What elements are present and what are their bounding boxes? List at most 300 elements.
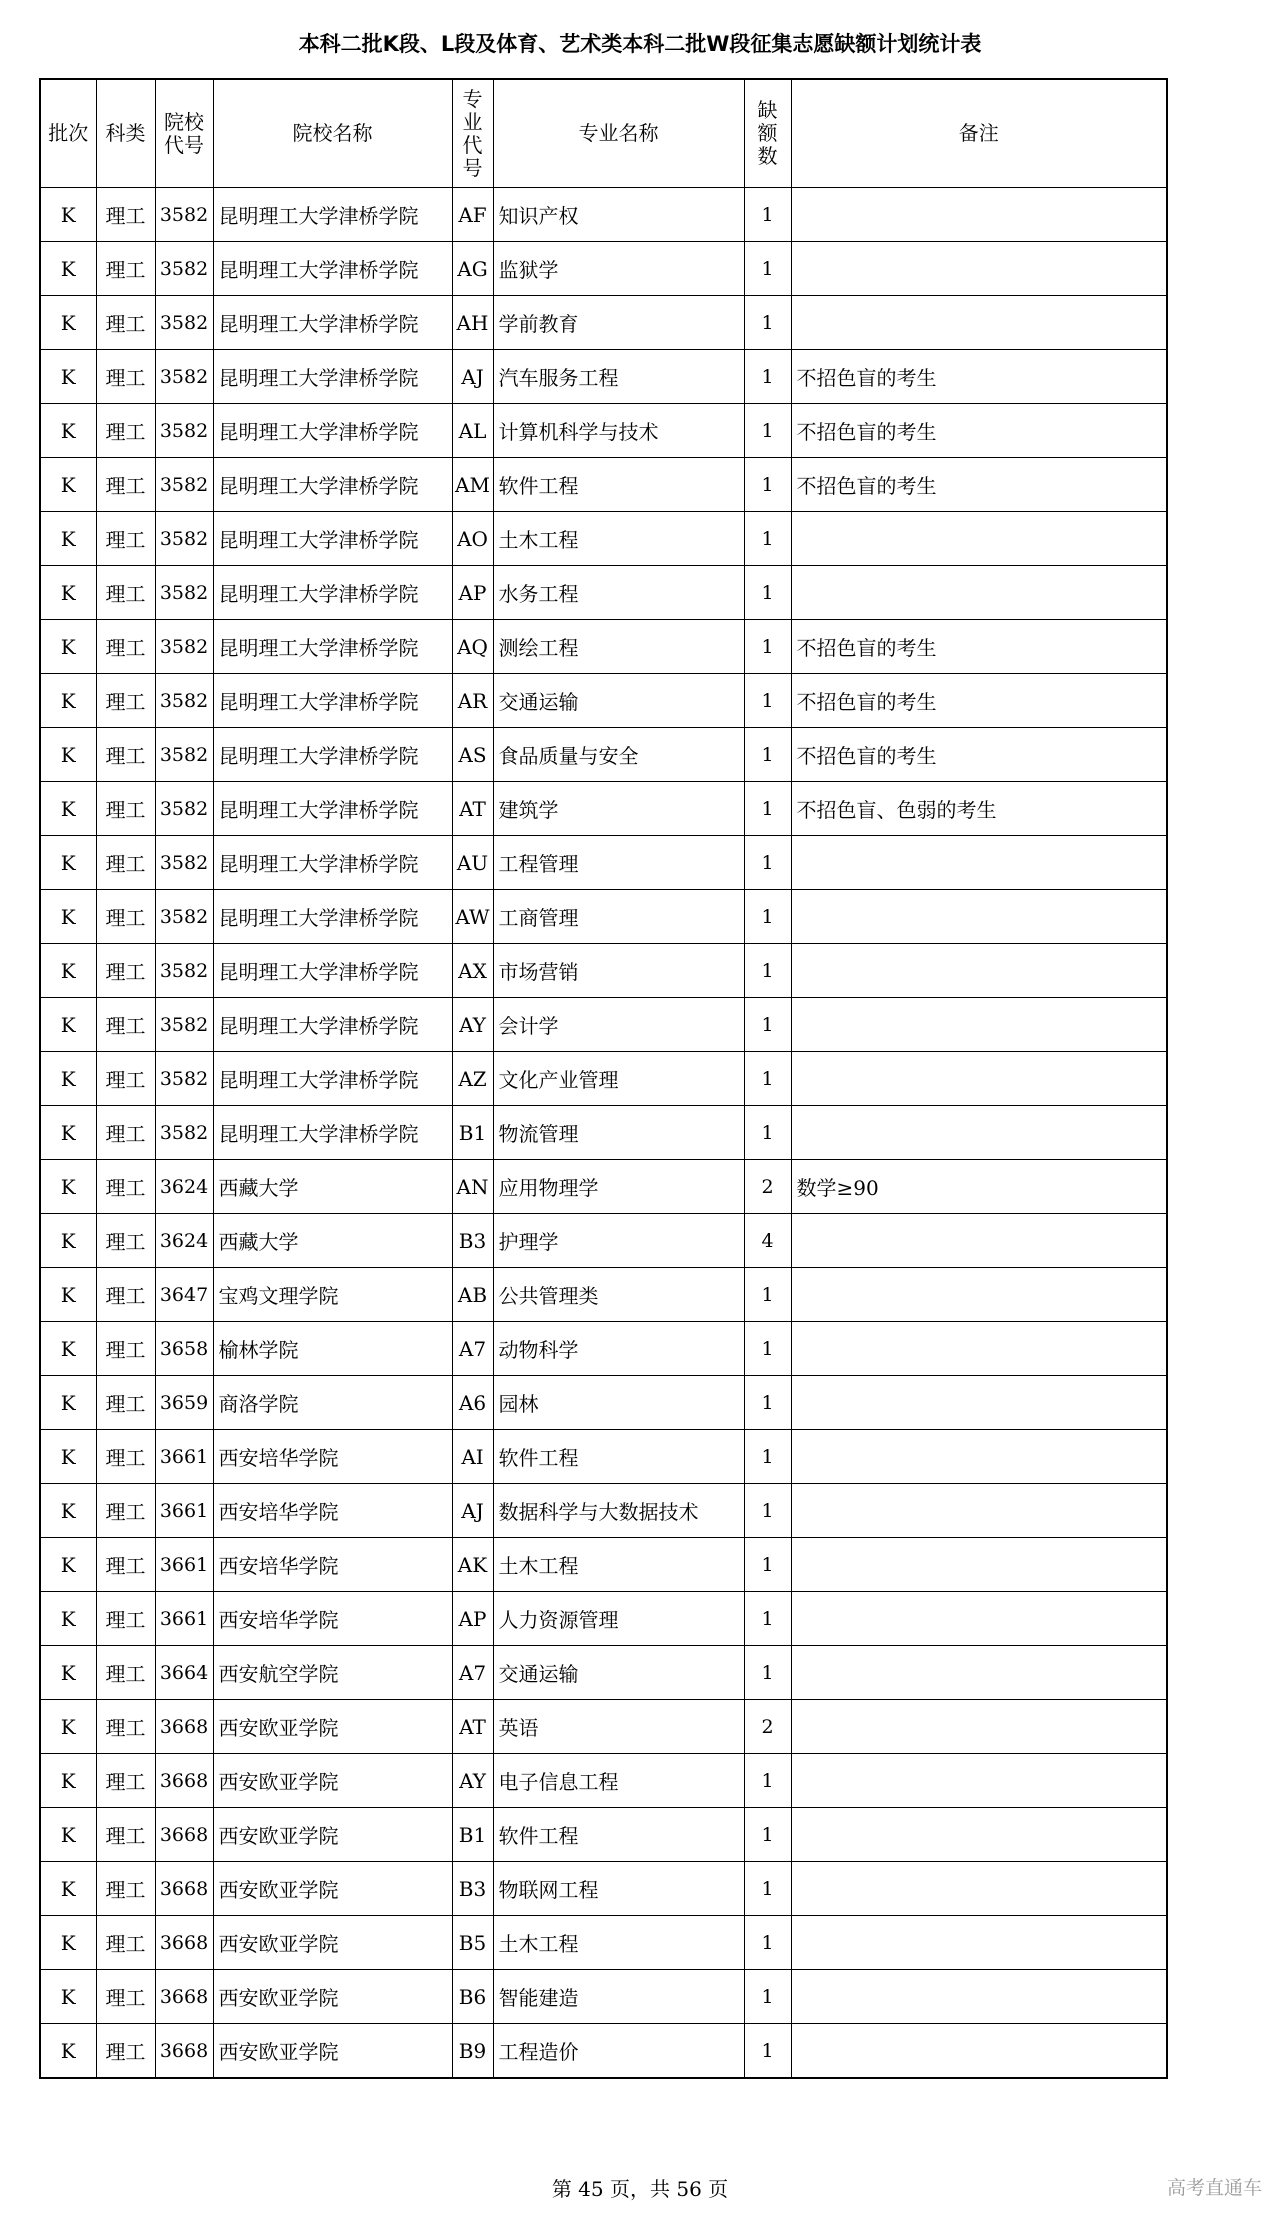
- cell-school-code: 3582: [155, 242, 213, 296]
- cell-major-code: A7: [452, 1646, 493, 1700]
- cell-major-name: 建筑学: [493, 782, 744, 836]
- cell-notes: [791, 1052, 1167, 1106]
- cell-school-name: 昆明理工大学津桥学院: [213, 296, 452, 350]
- cell-notes: [791, 836, 1167, 890]
- cell-school-name: 西安欧亚学院: [213, 1808, 452, 1862]
- cell-category: 理工: [96, 1592, 155, 1646]
- cell-major-code: AS: [452, 728, 493, 782]
- cell-major-name: 智能建造: [493, 1970, 744, 2024]
- cell-major-code: B9: [452, 2024, 493, 2079]
- cell-vacancy: 1: [744, 2024, 791, 2079]
- cell-school-code: 3582: [155, 728, 213, 782]
- header-vacancy: [744, 79, 791, 188]
- cell-major-code: AY: [452, 1754, 493, 1808]
- header-school-code-line: 代号: [164, 132, 204, 157]
- header-major-code-char: 专: [462, 86, 483, 111]
- cell-batch: K: [40, 1754, 96, 1808]
- header-vacancy-char: 缺: [757, 98, 778, 122]
- cell-batch: K: [40, 1106, 96, 1160]
- cell-batch: K: [40, 512, 96, 566]
- cell-batch: K: [40, 566, 96, 620]
- cell-major-name: 英语: [493, 1700, 744, 1754]
- cell-school-name: 西安欧亚学院: [213, 1916, 452, 1970]
- cell-major-name: 数据科学与大数据技术: [493, 1484, 744, 1538]
- cell-batch: K: [40, 458, 96, 512]
- cell-major-name: 知识产权: [493, 188, 744, 242]
- cell-vacancy: 1: [744, 1376, 791, 1430]
- cell-notes: [791, 1646, 1167, 1700]
- table-row: [40, 1754, 1167, 1808]
- page-number: 第 45 页，共 56 页: [551, 2177, 729, 2201]
- cell-category: 理工: [96, 1970, 155, 2024]
- cell-vacancy: 1: [744, 1106, 791, 1160]
- cell-school-name: 昆明理工大学津桥学院: [213, 404, 452, 458]
- cell-major-code: AW: [452, 890, 493, 944]
- table-row: [40, 944, 1167, 998]
- cell-major-code: B3: [452, 1214, 493, 1268]
- cell-category: 理工: [96, 1538, 155, 1592]
- header-school-code-line: 院校: [164, 109, 204, 134]
- cell-major-name: 土木工程: [493, 512, 744, 566]
- cell-school-code: 3582: [155, 620, 213, 674]
- cell-notes: 不招色盲的考生: [791, 404, 1167, 458]
- table-row: [40, 782, 1167, 836]
- cell-vacancy: 1: [744, 1268, 791, 1322]
- cell-school-code: 3582: [155, 350, 213, 404]
- header-batch: 批次: [40, 79, 96, 188]
- cell-vacancy: 1: [744, 188, 791, 242]
- cell-notes: [791, 1430, 1167, 1484]
- cell-major-code: AM: [452, 458, 493, 512]
- cell-vacancy: 1: [744, 674, 791, 728]
- cell-school-name: 昆明理工大学津桥学院: [213, 728, 452, 782]
- cell-notes: 不招色盲的考生: [791, 728, 1167, 782]
- cell-notes: 数学≥90: [791, 1160, 1167, 1214]
- cell-major-code: AU: [452, 836, 493, 890]
- cell-major-code: AZ: [452, 1052, 493, 1106]
- cell-notes: [791, 296, 1167, 350]
- header-major-name: 专业名称: [493, 79, 744, 188]
- page-title: 本科二批K段、L段及体育、艺术类本科二批W段征集志愿缺额计划统计表: [298, 32, 982, 56]
- cell-school-name: 昆明理工大学津桥学院: [213, 1052, 452, 1106]
- cell-major-code: AP: [452, 1592, 493, 1646]
- table-row: [40, 1160, 1167, 1214]
- cell-school-code: 3582: [155, 1106, 213, 1160]
- cell-school-code: 3668: [155, 1700, 213, 1754]
- cell-major-name: 物联网工程: [493, 1862, 744, 1916]
- cell-vacancy: 1: [744, 350, 791, 404]
- cell-vacancy: 1: [744, 1754, 791, 1808]
- cell-batch: K: [40, 620, 96, 674]
- cell-batch: K: [40, 404, 96, 458]
- table-row: [40, 1808, 1167, 1862]
- cell-major-name: 软件工程: [493, 458, 744, 512]
- cell-notes: [791, 512, 1167, 566]
- table-row: [40, 404, 1167, 458]
- cell-major-name: 人力资源管理: [493, 1592, 744, 1646]
- cell-school-code: 3647: [155, 1268, 213, 1322]
- cell-school-code: 3624: [155, 1160, 213, 1214]
- cell-school-code: 3582: [155, 512, 213, 566]
- cell-vacancy: 2: [744, 1160, 791, 1214]
- cell-vacancy: 1: [744, 1646, 791, 1700]
- cell-school-code: 3624: [155, 1214, 213, 1268]
- cell-major-name: 食品质量与安全: [493, 728, 744, 782]
- table-row: [40, 620, 1167, 674]
- table-row: [40, 350, 1167, 404]
- cell-category: 理工: [96, 728, 155, 782]
- table-row: [40, 1268, 1167, 1322]
- cell-major-name: 监狱学: [493, 242, 744, 296]
- cell-category: 理工: [96, 890, 155, 944]
- cell-school-code: 3582: [155, 674, 213, 728]
- watermark-text: 高考直通车: [1166, 2177, 1262, 2199]
- cell-vacancy: 2: [744, 1700, 791, 1754]
- cell-school-code: 3661: [155, 1484, 213, 1538]
- cell-batch: K: [40, 242, 96, 296]
- cell-major-name: 软件工程: [493, 1430, 744, 1484]
- table-row: [40, 242, 1167, 296]
- cell-batch: K: [40, 890, 96, 944]
- table-row: [40, 1484, 1167, 1538]
- cell-category: 理工: [96, 512, 155, 566]
- cell-major-name: 动物科学: [493, 1322, 744, 1376]
- cell-school-name: 宝鸡文理学院: [213, 1268, 452, 1322]
- cell-school-code: 3582: [155, 890, 213, 944]
- cell-school-name: 昆明理工大学津桥学院: [213, 242, 452, 296]
- cell-category: 理工: [96, 1214, 155, 1268]
- cell-notes: [791, 1916, 1167, 1970]
- cell-major-code: A7: [452, 1322, 493, 1376]
- cell-batch: K: [40, 944, 96, 998]
- cell-major-name: 汽车服务工程: [493, 350, 744, 404]
- cell-notes: [791, 1862, 1167, 1916]
- cell-school-name: 西安培华学院: [213, 1592, 452, 1646]
- table-row: [40, 1052, 1167, 1106]
- cell-notes: [791, 1592, 1167, 1646]
- cell-vacancy: 1: [744, 1484, 791, 1538]
- cell-major-name: 应用物理学: [493, 1160, 744, 1214]
- cell-category: 理工: [96, 1484, 155, 1538]
- cell-school-code: 3582: [155, 458, 213, 512]
- cell-school-code: 3582: [155, 836, 213, 890]
- cell-category: 理工: [96, 1430, 155, 1484]
- cell-category: 理工: [96, 1646, 155, 1700]
- cell-major-code: AJ: [452, 350, 493, 404]
- table-row: [40, 1646, 1167, 1700]
- cell-notes: [791, 1808, 1167, 1862]
- cell-batch: K: [40, 188, 96, 242]
- cell-notes: [791, 890, 1167, 944]
- cell-notes: [791, 1484, 1167, 1538]
- cell-school-code: 3582: [155, 1052, 213, 1106]
- cell-vacancy: 1: [744, 728, 791, 782]
- cell-batch: K: [40, 1052, 96, 1106]
- cell-school-code: 3661: [155, 1592, 213, 1646]
- cell-category: 理工: [96, 1106, 155, 1160]
- cell-notes: 不招色盲的考生: [791, 674, 1167, 728]
- cell-school-code: 3582: [155, 404, 213, 458]
- cell-category: 理工: [96, 836, 155, 890]
- cell-major-name: 学前教育: [493, 296, 744, 350]
- cell-batch: K: [40, 1538, 96, 1592]
- cell-major-name: 测绘工程: [493, 620, 744, 674]
- table-row: [40, 566, 1167, 620]
- cell-school-name: 昆明理工大学津桥学院: [213, 188, 452, 242]
- cell-school-name: 榆林学院: [213, 1322, 452, 1376]
- cell-vacancy: 1: [744, 620, 791, 674]
- cell-batch: K: [40, 1970, 96, 2024]
- cell-school-code: 3582: [155, 566, 213, 620]
- cell-school-name: 昆明理工大学津桥学院: [213, 998, 452, 1052]
- cell-major-name: 园林: [493, 1376, 744, 1430]
- cell-vacancy: 1: [744, 512, 791, 566]
- cell-notes: [791, 1106, 1167, 1160]
- cell-vacancy: 1: [744, 1430, 791, 1484]
- table-row: [40, 1592, 1167, 1646]
- cell-category: 理工: [96, 404, 155, 458]
- cell-major-name: 工商管理: [493, 890, 744, 944]
- cell-school-name: 昆明理工大学津桥学院: [213, 890, 452, 944]
- cell-notes: 不招色盲的考生: [791, 350, 1167, 404]
- header-major-code-char: 代: [462, 132, 483, 157]
- cell-batch: K: [40, 1376, 96, 1430]
- cell-major-code: B5: [452, 1916, 493, 1970]
- cell-category: 理工: [96, 242, 155, 296]
- cell-major-code: AB: [452, 1268, 493, 1322]
- cell-major-code: AJ: [452, 1484, 493, 1538]
- cell-major-code: AI: [452, 1430, 493, 1484]
- cell-school-code: 3582: [155, 188, 213, 242]
- cell-school-code: 3668: [155, 1754, 213, 1808]
- cell-school-code: 3582: [155, 782, 213, 836]
- cell-major-code: AT: [452, 1700, 493, 1754]
- vacancy-table: [39, 78, 1168, 2079]
- cell-vacancy: 1: [744, 1052, 791, 1106]
- cell-batch: K: [40, 1700, 96, 1754]
- table-row: [40, 458, 1167, 512]
- cell-school-code: 3668: [155, 1916, 213, 1970]
- cell-category: 理工: [96, 998, 155, 1052]
- table-row: [40, 1322, 1167, 1376]
- cell-major-name: 物流管理: [493, 1106, 744, 1160]
- cell-major-name: 文化产业管理: [493, 1052, 744, 1106]
- cell-batch: K: [40, 1214, 96, 1268]
- cell-batch: K: [40, 1862, 96, 1916]
- cell-major-name: 土木工程: [493, 1916, 744, 1970]
- cell-category: 理工: [96, 944, 155, 998]
- cell-batch: K: [40, 350, 96, 404]
- cell-category: 理工: [96, 674, 155, 728]
- cell-major-name: 交通运输: [493, 674, 744, 728]
- cell-major-code: B3: [452, 1862, 493, 1916]
- cell-school-code: 3668: [155, 2024, 213, 2079]
- cell-batch: K: [40, 296, 96, 350]
- cell-notes: [791, 944, 1167, 998]
- cell-school-code: 3661: [155, 1430, 213, 1484]
- cell-category: 理工: [96, 1754, 155, 1808]
- cell-school-name: 昆明理工大学津桥学院: [213, 458, 452, 512]
- cell-major-code: AX: [452, 944, 493, 998]
- table-row: [40, 2024, 1167, 2079]
- cell-category: 理工: [96, 620, 155, 674]
- cell-vacancy: 1: [744, 1538, 791, 1592]
- table-row: [40, 1538, 1167, 1592]
- cell-batch: K: [40, 1808, 96, 1862]
- cell-school-name: 西藏大学: [213, 1160, 452, 1214]
- cell-school-name: 昆明理工大学津桥学院: [213, 512, 452, 566]
- cell-batch: K: [40, 674, 96, 728]
- cell-school-name: 昆明理工大学津桥学院: [213, 674, 452, 728]
- cell-major-code: B6: [452, 1970, 493, 2024]
- cell-category: 理工: [96, 1862, 155, 1916]
- cell-school-name: 西安培华学院: [213, 1538, 452, 1592]
- cell-school-code: 3582: [155, 944, 213, 998]
- cell-major-code: AL: [452, 404, 493, 458]
- cell-school-code: 3582: [155, 296, 213, 350]
- cell-school-name: 商洛学院: [213, 1376, 452, 1430]
- cell-vacancy: 1: [744, 998, 791, 1052]
- cell-major-code: A6: [452, 1376, 493, 1430]
- cell-notes: [791, 1214, 1167, 1268]
- cell-major-code: AQ: [452, 620, 493, 674]
- cell-batch: K: [40, 1430, 96, 1484]
- cell-school-name: 昆明理工大学津桥学院: [213, 350, 452, 404]
- table-row: [40, 836, 1167, 890]
- header-major-code-char: 业: [462, 109, 483, 134]
- cell-school-code: 3659: [155, 1376, 213, 1430]
- cell-category: 理工: [96, 296, 155, 350]
- cell-major-name: 水务工程: [493, 566, 744, 620]
- cell-vacancy: 1: [744, 296, 791, 350]
- cell-major-name: 护理学: [493, 1214, 744, 1268]
- table-row: [40, 188, 1167, 242]
- cell-major-code: AH: [452, 296, 493, 350]
- table-body: [40, 188, 1167, 2079]
- cell-notes: [791, 1376, 1167, 1430]
- cell-batch: K: [40, 1592, 96, 1646]
- cell-school-code: 3664: [155, 1646, 213, 1700]
- cell-category: 理工: [96, 1052, 155, 1106]
- cell-category: 理工: [96, 1376, 155, 1430]
- table-row: [40, 728, 1167, 782]
- cell-school-name: 西安欧亚学院: [213, 1970, 452, 2024]
- cell-category: 理工: [96, 2024, 155, 2079]
- cell-vacancy: 1: [744, 782, 791, 836]
- cell-major-name: 工程管理: [493, 836, 744, 890]
- cell-school-name: 西安培华学院: [213, 1430, 452, 1484]
- cell-major-code: AK: [452, 1538, 493, 1592]
- cell-category: 理工: [96, 1268, 155, 1322]
- cell-major-name: 计算机科学与技术: [493, 404, 744, 458]
- cell-notes: [791, 1700, 1167, 1754]
- cell-vacancy: 1: [744, 890, 791, 944]
- table-row: [40, 1970, 1167, 2024]
- cell-batch: K: [40, 1322, 96, 1376]
- cell-school-name: 西安航空学院: [213, 1646, 452, 1700]
- cell-school-name: 昆明理工大学津桥学院: [213, 944, 452, 998]
- cell-notes: 不招色盲的考生: [791, 620, 1167, 674]
- table-row: [40, 512, 1167, 566]
- cell-batch: K: [40, 782, 96, 836]
- cell-category: 理工: [96, 188, 155, 242]
- cell-notes: 不招色盲、色弱的考生: [791, 782, 1167, 836]
- cell-major-code: AF: [452, 188, 493, 242]
- cell-school-code: 3668: [155, 1862, 213, 1916]
- cell-category: 理工: [96, 566, 155, 620]
- cell-major-name: 土木工程: [493, 1538, 744, 1592]
- table-row: [40, 890, 1167, 944]
- cell-major-name: 软件工程: [493, 1808, 744, 1862]
- cell-vacancy: 1: [744, 1916, 791, 1970]
- cell-vacancy: 1: [744, 566, 791, 620]
- cell-vacancy: 4: [744, 1214, 791, 1268]
- table-row: [40, 296, 1167, 350]
- cell-major-code: AY: [452, 998, 493, 1052]
- cell-notes: [791, 998, 1167, 1052]
- table-row: [40, 1916, 1167, 1970]
- table-row: [40, 998, 1167, 1052]
- cell-category: 理工: [96, 1700, 155, 1754]
- cell-category: 理工: [96, 782, 155, 836]
- cell-school-code: 3661: [155, 1538, 213, 1592]
- cell-school-name: 昆明理工大学津桥学院: [213, 782, 452, 836]
- header-major-code-char: 号: [462, 155, 483, 180]
- cell-vacancy: 1: [744, 242, 791, 296]
- cell-notes: [791, 1970, 1167, 2024]
- cell-batch: K: [40, 1484, 96, 1538]
- cell-vacancy: 1: [744, 1592, 791, 1646]
- cell-notes: [791, 1538, 1167, 1592]
- cell-category: 理工: [96, 458, 155, 512]
- cell-school-code: 3668: [155, 1970, 213, 2024]
- cell-notes: [791, 1322, 1167, 1376]
- cell-batch: K: [40, 1160, 96, 1214]
- cell-school-name: 西安欧亚学院: [213, 1754, 452, 1808]
- cell-vacancy: 1: [744, 836, 791, 890]
- cell-major-name: 市场营销: [493, 944, 744, 998]
- cell-batch: K: [40, 1646, 96, 1700]
- cell-notes: [791, 188, 1167, 242]
- header-school-name: 院校名称: [213, 79, 452, 188]
- cell-major-code: AR: [452, 674, 493, 728]
- cell-major-name: 公共管理类: [493, 1268, 744, 1322]
- header-school-code: [155, 79, 213, 188]
- cell-notes: [791, 566, 1167, 620]
- cell-school-name: 西藏大学: [213, 1214, 452, 1268]
- cell-vacancy: 1: [744, 1970, 791, 2024]
- header-notes: 备注: [791, 79, 1167, 188]
- cell-school-name: 昆明理工大学津桥学院: [213, 566, 452, 620]
- header-major-code: [452, 79, 493, 188]
- cell-vacancy: 1: [744, 404, 791, 458]
- cell-major-code: B1: [452, 1808, 493, 1862]
- cell-major-code: AP: [452, 566, 493, 620]
- cell-batch: K: [40, 836, 96, 890]
- table-row: [40, 674, 1167, 728]
- table-row: [40, 1430, 1167, 1484]
- cell-school-name: 西安欧亚学院: [213, 1700, 452, 1754]
- cell-vacancy: 1: [744, 1808, 791, 1862]
- cell-school-code: 3658: [155, 1322, 213, 1376]
- cell-notes: [791, 1268, 1167, 1322]
- cell-notes: 不招色盲的考生: [791, 458, 1167, 512]
- cell-category: 理工: [96, 1808, 155, 1862]
- table-row: [40, 1862, 1167, 1916]
- cell-school-name: 西安欧亚学院: [213, 2024, 452, 2079]
- cell-batch: K: [40, 998, 96, 1052]
- cell-batch: K: [40, 2024, 96, 2079]
